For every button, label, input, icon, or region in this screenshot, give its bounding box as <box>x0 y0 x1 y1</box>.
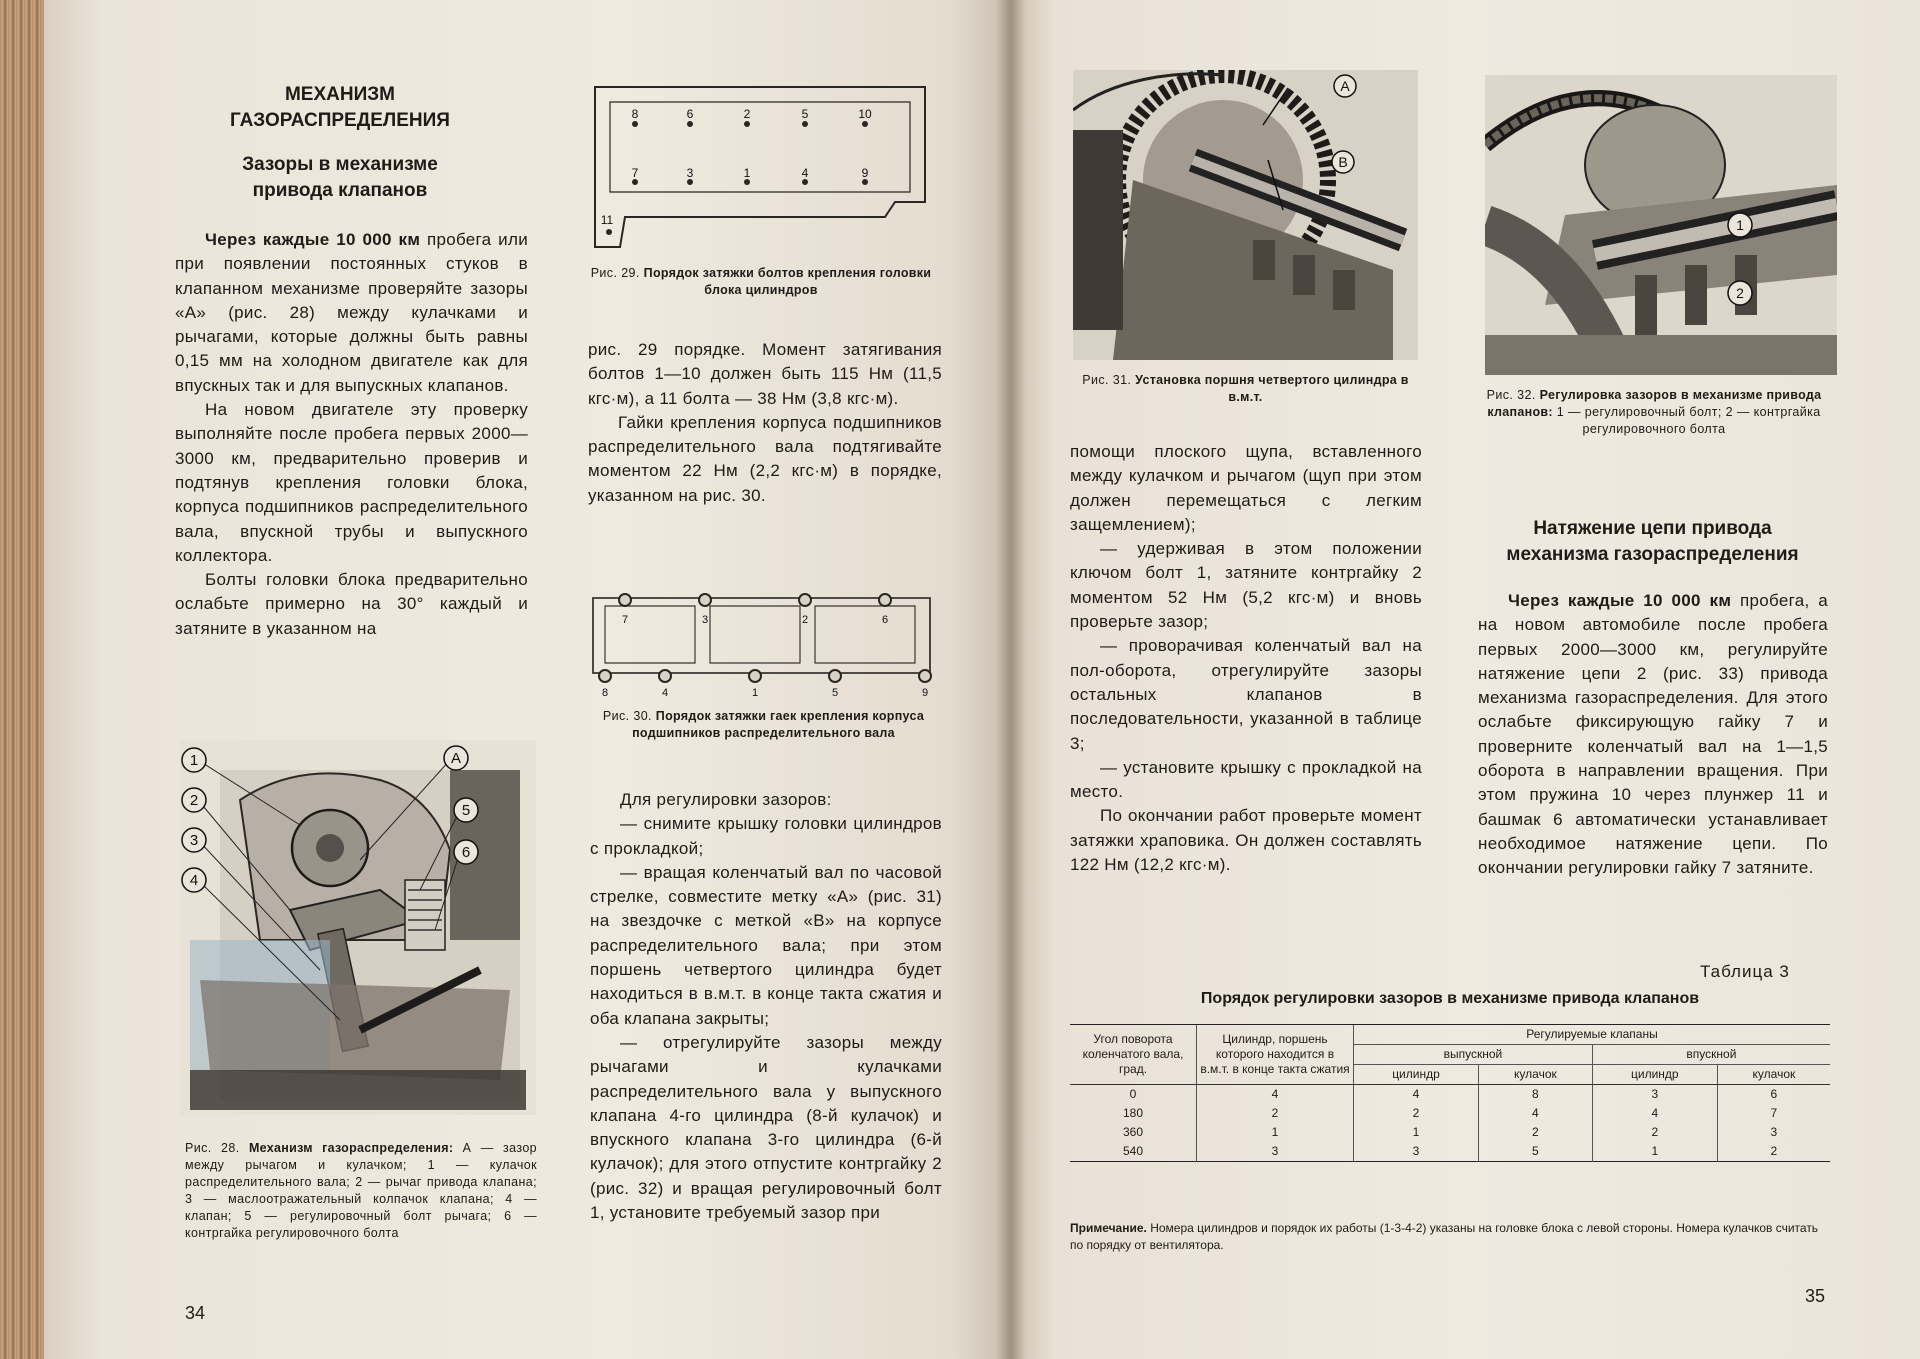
col2-text-bottom <box>590 788 942 1225</box>
table-header-adjusted-valves: Регулируемые клапаны <box>1354 1025 1831 1045</box>
table-cell: 360 <box>1122 1125 1144 1139</box>
col1-paragraph-2: На новом двигателе эту проверку выполняйте после пробега первых 2000—3000 км, предварительно проверив и подтянув крепления головки блока, корпуса подшипников распределительного вала, впускной трубы и выпускного коллектора. <box>175 400 528 565</box>
table-cell: 2 <box>1354 1104 1479 1123</box>
col3-paragraph-4: — установите крышку с прокладкой на место. <box>1070 757 1422 802</box>
fig30-label-2: 2 <box>801 614 809 626</box>
col1-text <box>175 228 528 641</box>
table-cell: 3 <box>1354 1142 1479 1162</box>
col2-paragraph-1: рис. 29 порядке. Момент затягивания болтов 1—10 должен быть 115 Нм (11,5 кгс·м), а 11 болта — 38 Нм (3,8 кгс·м). <box>588 340 942 408</box>
fig29-label-6: 6 <box>686 107 694 121</box>
table-cell: 2 <box>1478 1123 1592 1142</box>
table-header-exhaust-cam: кулачок <box>1478 1065 1592 1085</box>
figure-32-valve-adjustment-drawing <box>1485 75 1837 375</box>
fig29-caption-title: Порядок затяжки болтов крепления головки блока цилиндров <box>643 266 932 297</box>
figure-30-camshaft-bearing-nuts <box>585 588 940 698</box>
figure-30-caption <box>586 708 941 742</box>
section-title-line-1: МЕХАНИЗМ <box>284 84 395 105</box>
table-row <box>1070 1123 1830 1142</box>
table-cell: 2 <box>1592 1123 1717 1142</box>
table-title: Порядок регулировки зазоров в механизме привода клапанов <box>1200 990 1700 1007</box>
figure-28-caption <box>185 1140 537 1242</box>
fig29-label-1: 1 <box>743 166 751 180</box>
section-2-title-line-2: механизма газораспределения <box>1506 544 1799 565</box>
fig28-caption-title: Механизм газораспределения: <box>248 1141 454 1155</box>
table-cell: 4 <box>1354 1085 1479 1105</box>
table-header-angle: Угол поворота коленчатого вала, град. <box>1070 1025 1197 1085</box>
table-cell: 540 <box>1122 1144 1144 1158</box>
table-cell: 8 <box>1478 1085 1592 1105</box>
fig32-label-1: 1 <box>1736 217 1744 233</box>
table-cell: 3 <box>1717 1123 1830 1142</box>
fig30-caption-number: Рис. 30. <box>602 709 652 723</box>
table-cell: 0 <box>1129 1087 1137 1101</box>
fig28-caption-text: А — зазор между рычагом и кулачком; 1 — кулачок распределительного вала; 2 — рычаг привода клапана; 3 — маслоотражательный колпачок клапана; 4 — клапан; 5 — регулировочный болт рычага; 6 — контргайка регулировочного болта <box>185 1141 538 1240</box>
valve-adjustment-table <box>1070 1024 1830 1162</box>
col4-text <box>1478 589 1828 881</box>
fig28-label-3: 3 <box>189 832 199 849</box>
fig32-label-2: 2 <box>1736 285 1744 301</box>
table-cell: 2 <box>1717 1142 1830 1162</box>
table-row <box>1070 1104 1830 1123</box>
table-header-intake-cam: кулачок <box>1717 1065 1830 1085</box>
table-header-intake: впускной <box>1592 1045 1830 1065</box>
table-header-intake-cylinder: цилиндр <box>1592 1065 1717 1085</box>
table-cell: 1 <box>1197 1123 1354 1142</box>
fig29-label-8: 8 <box>631 107 639 121</box>
fig31-caption-title: Установка поршня четвертого цилиндра в в.м.т. <box>1135 373 1409 404</box>
fig28-caption-number: Рис. 28. <box>185 1141 240 1155</box>
table-cell: 4 <box>1197 1085 1354 1105</box>
col2-paragraph-4: — снимите крышку головки цилиндров с прокладкой; <box>590 814 942 858</box>
fig28-label-4: 4 <box>189 872 199 889</box>
fig29-label-5: 5 <box>801 107 809 121</box>
book-gutter <box>996 0 1026 1359</box>
col4-paragraph-1 <box>1478 589 1828 881</box>
col3-paragraph-5: По окончании работ проверьте момент затяжки храповика. Он должен составлять 122 Нм (12,2 кгс·м). <box>1070 806 1422 875</box>
table-row <box>1070 1085 1830 1105</box>
col1-paragraph-1-bold: Через каждые 10 000 км <box>205 230 421 249</box>
fig30-label-4: 4 <box>661 687 669 698</box>
col1-paragraph-1 <box>175 228 528 398</box>
table-label: Таблица 3 <box>1700 962 1790 981</box>
col4-paragraph-1-bold: Через каждые 10 000 км <box>1508 591 1732 610</box>
fig28-label-a: A <box>450 750 462 767</box>
col3-paragraph-3: — проворачивая коленчатый вал на пол-оборота, отрегулируйте зазоры остальных клапанов в последовательности, указанной в таблице 3; <box>1070 636 1422 753</box>
table-cell: 180 <box>1122 1106 1144 1120</box>
table-cell: 1 <box>1354 1123 1479 1142</box>
section-title-line-2: ГАЗОРАСПРЕДЕЛЕНИЯ <box>230 110 450 131</box>
fig30-label-1: 1 <box>751 687 759 698</box>
table-cell: 4 <box>1478 1104 1592 1123</box>
subtitle <box>190 152 490 204</box>
fig30-label-6: 6 <box>881 614 889 626</box>
fig30-label-7: 7 <box>621 614 629 626</box>
col2-paragraph-2: Гайки крепления корпуса подшипников распределительного вала подтягивайте моментом 22 Нм (2,2 кгс·м) в порядке, указанном на рис. 30. <box>588 412 942 505</box>
col2-paragraph-5: — вращая коленчатый вал по часовой стрелке, совместите метку «А» (рис. 31) на звездочке с меткой «В» на корпусе распределительного вала; при этом поршень четвертого цилиндра будет находиться в в.м.т. в конце такта сжатия и оба клапана закрыты; <box>590 862 942 1028</box>
fig32-caption-text: 1 — регулировочный болт; 2 — контргайка регулировочного болта <box>1552 405 1821 436</box>
fig30-caption-title: Порядок затяжки гаек крепления корпуса подшипников распределительного вала <box>632 709 925 740</box>
fig28-label-5: 5 <box>461 802 471 819</box>
figure-31-timing-chain-drawing <box>1073 70 1418 360</box>
fig31-label-b: B <box>1338 154 1348 170</box>
fig28-label-1: 1 <box>189 752 199 769</box>
table-header-exhaust-cylinder: цилиндр <box>1354 1065 1479 1085</box>
fig29-label-2: 2 <box>743 107 751 121</box>
figure-28-mechanism-drawing <box>180 740 536 1115</box>
col1-paragraph-3: Болты головки блока предварительно ослабьте примерно на 30° каждый и затяните в указанном на <box>175 570 528 638</box>
fig29-label-3: 3 <box>686 166 694 180</box>
fig29-label-4: 4 <box>801 166 809 180</box>
table-header-exhaust: выпускной <box>1354 1045 1593 1065</box>
page-number-right: 35 <box>1805 1286 1826 1306</box>
col4-paragraph-1-text: пробега, а на новом автомобиле после пробега первых 2000—3000 км, регулируйте натяжение цепи 2 (рис. 33) привода механизма газораспределения. Для этого ослабьте фиксирующую гайку 7 и проверните коленчатый вал на 1—1,5 оборота в направлении вращения. При этом пружина 10 через плунжер 11 и башмак 6 автоматически устанавливает необходимое натяжение цепи. По окончании регулировки гайку 7 затяните. <box>1478 591 1828 878</box>
col3-paragraph-1: помощи плоского щупа, вставленного между кулачком и рычагом (щуп при этом должен перемещаться с легким защемлением); <box>1070 442 1422 534</box>
subtitle-line-2: привода клапанов <box>252 180 428 201</box>
col2-paragraph-6: — отрегулируйте зазоры между рычагами и кулачками распределительного вала у выпускного клапана 4-го цилиндра (8-й кулачок) и впускного клапана 3-го цилиндра (6-й кулачок); для этого отпустите контргайку 2 (рис. 32) и вращая регулировочный болт 1, установите требуемый зазор при <box>590 1032 942 1223</box>
fig30-label-3: 3 <box>701 614 709 626</box>
col2-paragraph-3: Для регулировки зазоров: <box>620 790 832 809</box>
col3-text <box>1070 440 1422 877</box>
figure-31-caption <box>1073 372 1418 406</box>
table-note-text: Номера цилиндров и порядок их работы (1-3-4-2) указаны на головке блока с левой стороны. Номера кулачков считать по порядку от вентилятора. <box>1070 1221 1819 1252</box>
table-cell: 6 <box>1717 1085 1830 1105</box>
fig32-caption-title: Регулировка зазоров в механизме привода клапанов: <box>1487 388 1822 419</box>
fig28-label-2: 2 <box>189 792 199 809</box>
fig29-label-10: 10 <box>858 107 872 121</box>
table-note-label: Примечание. <box>1070 1221 1147 1235</box>
fig30-label-9: 9 <box>921 687 929 698</box>
table-cell: 5 <box>1478 1142 1592 1162</box>
figure-29-caption <box>586 265 936 299</box>
fig31-caption-number: Рис. 31. <box>1082 373 1132 387</box>
figure-32-caption <box>1478 387 1830 438</box>
col2-text-top <box>588 338 942 508</box>
section-2-title <box>1475 516 1830 568</box>
table-row <box>1070 1142 1830 1162</box>
section-title <box>190 82 490 134</box>
fig28-label-6: 6 <box>461 844 471 861</box>
table-note <box>1070 1220 1830 1254</box>
figure-29-cylinder-head-bolts <box>585 82 935 252</box>
table-cell: 3 <box>1197 1142 1354 1162</box>
fig30-label-8: 8 <box>601 687 609 698</box>
fig29-caption-number: Рис. 29. <box>590 266 640 280</box>
fig32-caption-number: Рис. 32. <box>1486 388 1536 402</box>
fig29-label-9: 9 <box>861 166 869 180</box>
fig30-label-5: 5 <box>831 687 839 698</box>
page-edges <box>0 0 44 1359</box>
page-number-left: 34 <box>185 1303 206 1323</box>
fig29-label-11: 11 <box>600 213 614 227</box>
col3-paragraph-2: — удерживая в этом положении ключом болт 1, затяните контргайку 2 моментом 52 Нм (5,2 кгс·м) и вновь проверьте зазор; <box>1070 539 1422 632</box>
table-cell: 2 <box>1197 1104 1354 1123</box>
fig29-label-7: 7 <box>631 166 639 180</box>
table-header-cylinder-tdc: Цилиндр, поршень которого находится в в.м.т. в конце такта сжатия <box>1197 1025 1354 1085</box>
fig31-label-a: A <box>1340 78 1350 94</box>
col1-paragraph-1-text: пробега или при появлении постоянных стуков в клапанном механизме проверяйте зазоры «А» (рис. 28) между кулачками и рычагами, которые должны быть равны 0,15 мм на холодном двигателе как для впускных так и для выпускных клапанов. <box>175 230 528 395</box>
table-cell: 3 <box>1592 1085 1717 1105</box>
section-2-title-line-1: Натяжение цепи привода <box>1533 518 1772 539</box>
table-cell: 7 <box>1717 1104 1830 1123</box>
table-cell: 1 <box>1592 1142 1717 1162</box>
subtitle-line-1: Зазоры в механизме <box>242 154 438 175</box>
table-cell: 4 <box>1592 1104 1717 1123</box>
